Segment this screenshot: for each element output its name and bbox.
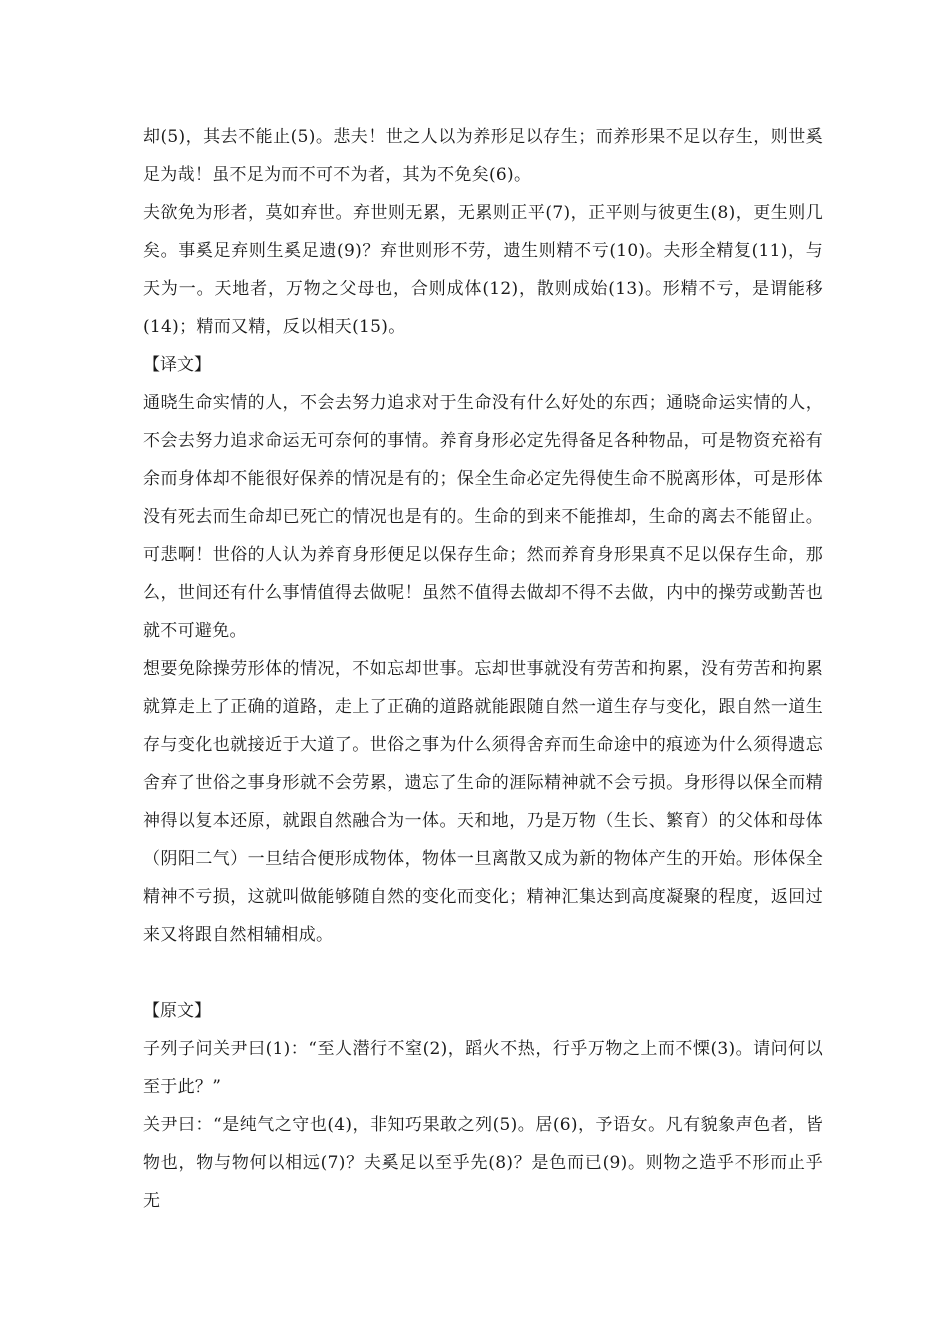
original-text-heading: 【原文】	[143, 1001, 211, 1021]
classical-text-paragraph-2: 夫欲免为形者，莫如弃世。弃世则无累，无累则正平(7)，正平则与彼更生(8)，更生则几矣。事奚足弃则生奚足遗(9)？弃世则形不劳，遗生则精不亏(10)。夫形全精复(11)，与天为一。天地者，万物之父母也，合则成体(12)，散则成始(13)。形精不亏，是谓能移(14)；精而又精，反以相天(15)。	[143, 203, 823, 337]
translation-paragraph-1: 通晓生命实情的人，不会去努力追求对于生命没有什么好处的东西；通晓命运实情的人，不会去努力追求命运无可奈何的事情。养育身形必定先得备足各种物品，可是物资充裕有余而身体却不能很好保养的情况是有的；保全生命必定先得使生命不脱离形体，可是形体没有死去而生命却已死亡的情况也是有的。生命的到来不能推却，生命的离去不能留止。可悲啊！世俗的人认为养育身形便足以保存生命；然而养育身形果真不足以保存生命，那么，世间还有什么事情值得去做呢！虽然不值得去做却不得不去做，内中的操劳或勤苦也就不可避免。	[143, 393, 823, 641]
section-gap	[143, 954, 823, 992]
classical-text-paragraph-1: 却(5)，其去不能止(5)。悲夫！世之人以为养形足以存生；而养形果不足以存生，则世奚足为哉！虽不足为而不可不为者，其为不免矣(6)。	[143, 127, 823, 185]
original-text-paragraph-2: 关尹曰：“是纯气之守也(4)，非知巧果敢之列(5)。居(6)，予语女。凡有貌象声色者，皆物也，物与物何以相远(7)？夫奚足以至乎先(8)？是色而已(9)。则物之造乎不形而止乎无	[143, 1115, 823, 1211]
document-page	[143, 118, 823, 1220]
translation-heading: 【译文】	[143, 355, 211, 375]
original-text-paragraph-1: 子列子问关尹曰(1)：“至人潜行不窒(2)，蹈火不热，行乎万物之上而不慄(3)。请问何以至于此？”	[143, 1039, 823, 1097]
translation-paragraph-2: 想要免除操劳形体的情况，不如忘却世事。忘却世事就没有劳苦和拘累，没有劳苦和拘累就算走上了正确的道路，走上了正确的道路就能跟随自然一道生存与变化，跟自然一道生存与变化也就接近于大道了。世俗之事为什么须得舍弃而生命途中的痕迹为什么须得遗忘舍弃了世俗之事身形就不会劳累，遗忘了生命的涯际精神就不会亏损。身形得以保全而精神得以复本还原，就跟自然融合为一体。天和地，乃是万物（生长、繁育）的父体和母体（阴阳二气）一旦结合便形成物体，物体一旦离散又成为新的物体产生的开始。形体保全精神不亏损，这就叫做能够随自然的变化而变化；精神汇集达到高度凝聚的程度，返回过来又将跟自然相辅相成。	[143, 659, 823, 945]
